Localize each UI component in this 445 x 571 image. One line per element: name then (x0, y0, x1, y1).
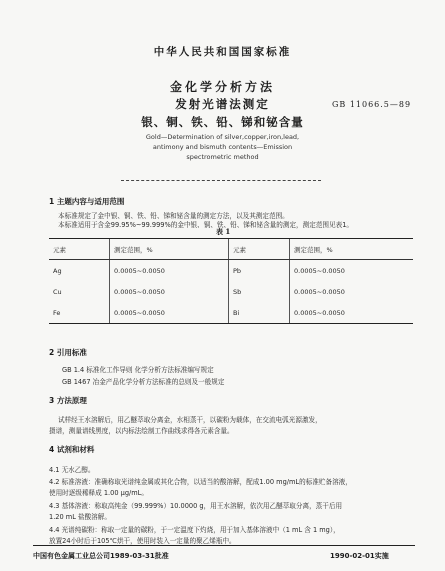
column-header: 测定范围，% (110, 239, 229, 260)
table-header-row (49, 239, 413, 260)
table1 (49, 238, 413, 324)
clause-4-4-line1: 4.4 光谱纯碳粉：称取一定量的碳粉，于一定温度下灼烧，用于加入基体溶液中（1 mL 含 1 mg）， (49, 526, 340, 534)
section2-heading: 2 引用标准 (49, 348, 87, 357)
column-header: 元素 (229, 239, 290, 260)
clause-4-3-line2: 1.20 mL 盐酸溶解。 (49, 513, 111, 521)
clause-4-1: 4.1 无水乙醇。 (49, 466, 95, 474)
table-row (49, 302, 413, 324)
section1-paragraph1: 本标准规定了金中银、铜、铁、铅、锑和铋含量的测定方法，以及其测定范围。 (58, 212, 289, 220)
section3-paragraph-line1: 试样经王水溶解后，用乙醚萃取分离金，水相蒸干，以碳粉为载体，在交流电弧光源激发， (58, 416, 322, 424)
section1-heading: 1 主题内容与适用范围 (49, 197, 125, 206)
english-title-line1: Gold—Determination of silver,copper,iron,lead, (145, 133, 300, 141)
section4-heading: 4 试剂和材料 (49, 445, 95, 454)
table-cell: 0.0005~0.0050 (290, 260, 414, 282)
table-cell: Sb (229, 281, 290, 302)
title-divider (121, 180, 321, 181)
section3-paragraph-line2: 摄谱，测量谱线黑度，以内标法绘制工作曲线求得各元素含量。 (49, 427, 234, 435)
approval-note: 中国有色金属工业总公司1989-03-31批准 (33, 552, 169, 560)
publisher-heading: 中华人民共和国国家标准 (153, 46, 292, 58)
english-title-line2: antimony and bismuth contents—Emission (152, 143, 293, 151)
english-title-line3: spectrometric method (186, 153, 259, 161)
standard-number: GB 11066.5—89 (332, 100, 412, 109)
table-cell: Ag (53, 266, 62, 275)
table-row (49, 281, 413, 302)
table-cell: Fe (49, 302, 110, 324)
table1-caption: 表 1 (216, 227, 231, 236)
reference-item: GB 1467 冶金产品化学分析方法标准的总则及一般规定 (62, 378, 225, 386)
table-cell: 0.0005~0.0050 (290, 281, 414, 302)
table-cell: Pb (229, 260, 290, 282)
reference-item: GB 1.4 标准化工作导则 化学分析方法标准编写规定 (62, 366, 214, 374)
column-header: 元素 (49, 239, 110, 260)
table-cell: 0.0005~0.0050 (110, 260, 229, 282)
table-cell: 0.0005~0.0050 (290, 302, 414, 324)
standard-title-line2: 发射光谱法测定 (175, 97, 270, 111)
table-cell: 0.0005~0.0050 (110, 281, 229, 302)
table-cell: Bi (229, 302, 290, 324)
table-row (49, 260, 413, 282)
section1-paragraph2: 本标准适用于含金99.95%~99.999%的金中银、铜、铁、铅、锑和铋含量的测定，测定范围见表1。 (58, 221, 353, 229)
standard-title-line1: 金化学分析方法 (169, 80, 275, 94)
column-header: 测定范围，% (290, 239, 414, 260)
table-cell: Cu (53, 287, 62, 296)
section3-heading: 3 方法原理 (49, 396, 87, 405)
clause-4-3-line1: 4.3 基体溶液：称取高纯金（99.999%）10.0000 g，用王水溶解，依次用乙醚萃取分离，蒸干后用 (49, 502, 343, 510)
table-cell: 0.0005~0.0050 (110, 302, 229, 324)
clause-4-2-line2: 使用时逐级稀释成 1.00 µg/mL。 (49, 489, 148, 497)
clause-4-4-line2: 放置24小时后于105℃烘干，使用时装入一定量的聚乙烯瓶中。 (49, 537, 236, 545)
clause-4-2-line1: 4.2 标准溶液：准确称取光谱纯金属或其化合物，以适当的酸溶解，配成1.00 mg/mL的标准贮备溶液， (49, 478, 352, 486)
implementation-date: 1990-02-01实施 (330, 552, 389, 560)
standard-title-line3: 银、铜、铁、铅、锑和铋含量 (141, 115, 304, 129)
footer-divider (33, 545, 415, 546)
